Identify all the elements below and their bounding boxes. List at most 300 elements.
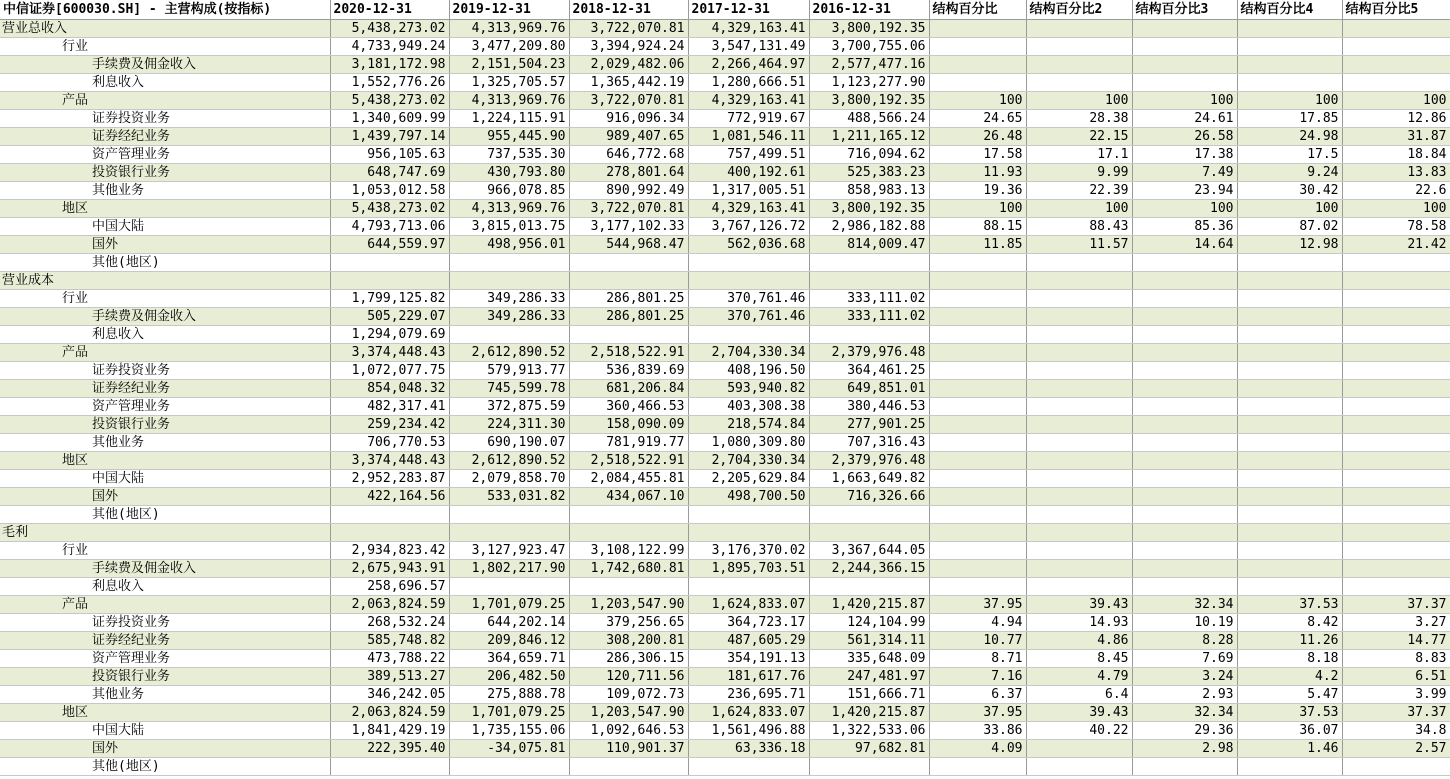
value-cell[interactable]: 1,092,646.53 [569, 721, 688, 739]
percent-cell[interactable]: 12.98 [1237, 235, 1342, 253]
value-cell[interactable]: 737,535.30 [449, 145, 569, 163]
percent-cell[interactable]: 37.95 [929, 595, 1026, 613]
percent-cell[interactable] [1132, 415, 1237, 433]
percent-cell[interactable]: 100 [1026, 91, 1132, 109]
row-label-cell[interactable]: 证券经纪业务 [0, 379, 330, 397]
percent-cell[interactable] [1342, 469, 1450, 487]
value-cell[interactable] [449, 577, 569, 595]
percent-cell[interactable] [929, 433, 1026, 451]
value-cell[interactable]: 3,367,644.05 [809, 541, 929, 559]
percent-cell[interactable]: 4.2 [1237, 667, 1342, 685]
percent-cell[interactable]: 11.93 [929, 163, 1026, 181]
value-cell[interactable]: 389,513.27 [330, 667, 449, 685]
percent-cell[interactable] [929, 505, 1026, 523]
value-cell[interactable]: 1,624,833.07 [688, 595, 809, 613]
percent-cell[interactable] [1342, 523, 1450, 541]
value-cell[interactable] [809, 325, 929, 343]
percent-cell[interactable]: 23.94 [1132, 181, 1237, 199]
value-cell[interactable]: 1,203,547.90 [569, 595, 688, 613]
percent-cell[interactable]: 22.6 [1342, 181, 1450, 199]
value-cell[interactable] [330, 271, 449, 289]
value-cell[interactable]: 2,577,477.16 [809, 55, 929, 73]
value-cell[interactable]: 585,748.82 [330, 631, 449, 649]
value-cell[interactable]: 498,956.01 [449, 235, 569, 253]
value-cell[interactable]: 781,919.77 [569, 433, 688, 451]
percent-cell[interactable] [929, 289, 1026, 307]
value-cell[interactable]: 4,733,949.24 [330, 37, 449, 55]
percent-cell[interactable] [1342, 379, 1450, 397]
value-cell[interactable]: 346,242.05 [330, 685, 449, 703]
percent-cell[interactable]: 39.43 [1026, 703, 1132, 721]
percent-cell[interactable]: 10.77 [929, 631, 1026, 649]
percent-cell[interactable] [1132, 325, 1237, 343]
value-cell[interactable]: 3,127,923.47 [449, 541, 569, 559]
percent-cell[interactable] [1026, 523, 1132, 541]
value-cell[interactable] [688, 253, 809, 271]
value-cell[interactable]: 110,901.37 [569, 739, 688, 757]
value-cell[interactable]: 3,800,192.35 [809, 199, 929, 217]
value-cell[interactable]: 278,801.64 [569, 163, 688, 181]
value-cell[interactable]: 2,063,824.59 [330, 703, 449, 721]
value-cell[interactable]: 3,722,070.81 [569, 19, 688, 37]
value-cell[interactable] [330, 505, 449, 523]
value-cell[interactable]: 2,518,522.91 [569, 343, 688, 361]
percent-cell[interactable]: 78.58 [1342, 217, 1450, 235]
value-cell[interactable]: 333,111.02 [809, 289, 929, 307]
percent-cell[interactable]: 100 [929, 91, 1026, 109]
value-cell[interactable]: 3,800,192.35 [809, 91, 929, 109]
header-cell-pct4[interactable]: 结构百分比4 [1237, 0, 1342, 19]
value-cell[interactable]: 989,407.65 [569, 127, 688, 145]
value-cell[interactable]: 4,329,163.41 [688, 91, 809, 109]
percent-cell[interactable] [929, 469, 1026, 487]
value-cell[interactable]: 124,104.99 [809, 613, 929, 631]
row-label-cell[interactable]: 中国大陆 [0, 217, 330, 235]
percent-cell[interactable]: 21.42 [1342, 235, 1450, 253]
percent-cell[interactable] [1237, 559, 1342, 577]
value-cell[interactable] [688, 577, 809, 595]
row-label-cell[interactable]: 其他业务 [0, 181, 330, 199]
percent-cell[interactable] [1132, 307, 1237, 325]
value-cell[interactable]: 1,203,547.90 [569, 703, 688, 721]
percent-cell[interactable] [1026, 19, 1132, 37]
percent-cell[interactable] [1026, 271, 1132, 289]
value-cell[interactable]: 277,901.25 [809, 415, 929, 433]
percent-cell[interactable]: 24.98 [1237, 127, 1342, 145]
percent-cell[interactable] [1132, 523, 1237, 541]
value-cell[interactable]: 354,191.13 [688, 649, 809, 667]
value-cell[interactable]: 224,311.30 [449, 415, 569, 433]
value-cell[interactable] [809, 505, 929, 523]
value-cell[interactable]: 181,617.76 [688, 667, 809, 685]
value-cell[interactable]: 890,992.49 [569, 181, 688, 199]
percent-cell[interactable]: 1.46 [1237, 739, 1342, 757]
percent-cell[interactable] [929, 397, 1026, 415]
percent-cell[interactable]: 100 [1026, 199, 1132, 217]
percent-cell[interactable]: 13.83 [1342, 163, 1450, 181]
percent-cell[interactable] [1132, 541, 1237, 559]
value-cell[interactable]: 2,518,522.91 [569, 451, 688, 469]
percent-cell[interactable] [1237, 253, 1342, 271]
value-cell[interactable]: 525,383.23 [809, 163, 929, 181]
value-cell[interactable]: 2,612,890.52 [449, 451, 569, 469]
value-cell[interactable] [809, 253, 929, 271]
percent-cell[interactable] [1237, 37, 1342, 55]
percent-cell[interactable] [1342, 307, 1450, 325]
value-cell[interactable]: 956,105.63 [330, 145, 449, 163]
value-cell[interactable]: 488,566.24 [809, 109, 929, 127]
percent-cell[interactable]: 2.57 [1342, 739, 1450, 757]
value-cell[interactable]: 966,078.85 [449, 181, 569, 199]
percent-cell[interactable]: 14.77 [1342, 631, 1450, 649]
percent-cell[interactable] [1132, 289, 1237, 307]
percent-cell[interactable]: 14.93 [1026, 613, 1132, 631]
percent-cell[interactable]: 8.45 [1026, 649, 1132, 667]
header-cell-2018[interactable]: 2018-12-31 [569, 0, 688, 19]
value-cell[interactable]: 408,196.50 [688, 361, 809, 379]
value-cell[interactable]: 5,438,273.02 [330, 91, 449, 109]
percent-cell[interactable] [1237, 487, 1342, 505]
percent-cell[interactable] [1342, 577, 1450, 595]
percent-cell[interactable]: 28.38 [1026, 109, 1132, 127]
percent-cell[interactable] [1237, 577, 1342, 595]
percent-cell[interactable]: 32.34 [1132, 595, 1237, 613]
percent-cell[interactable]: 17.5 [1237, 145, 1342, 163]
value-cell[interactable]: 1,799,125.82 [330, 289, 449, 307]
percent-cell[interactable]: 14.64 [1132, 235, 1237, 253]
row-label-cell[interactable]: 其他业务 [0, 685, 330, 703]
value-cell[interactable]: 1,080,309.80 [688, 433, 809, 451]
value-cell[interactable]: 561,314.11 [809, 631, 929, 649]
percent-cell[interactable]: 8.28 [1132, 631, 1237, 649]
row-label-cell[interactable]: 其他(地区) [0, 505, 330, 523]
value-cell[interactable] [449, 325, 569, 343]
percent-cell[interactable]: 8.18 [1237, 649, 1342, 667]
value-cell[interactable]: 2,029,482.06 [569, 55, 688, 73]
percent-cell[interactable] [1237, 415, 1342, 433]
value-cell[interactable] [569, 271, 688, 289]
value-cell[interactable]: 158,090.09 [569, 415, 688, 433]
percent-cell[interactable] [1342, 415, 1450, 433]
value-cell[interactable]: 1,317,005.51 [688, 181, 809, 199]
percent-cell[interactable]: 85.36 [1132, 217, 1237, 235]
percent-cell[interactable] [1026, 343, 1132, 361]
value-cell[interactable]: 1,325,705.57 [449, 73, 569, 91]
percent-cell[interactable] [1132, 73, 1237, 91]
value-cell[interactable]: 120,711.56 [569, 667, 688, 685]
value-cell[interactable]: 430,793.80 [449, 163, 569, 181]
percent-cell[interactable] [1342, 433, 1450, 451]
percent-cell[interactable] [929, 361, 1026, 379]
value-cell[interactable] [330, 523, 449, 541]
header-cell-pct3[interactable]: 结构百分比3 [1132, 0, 1237, 19]
percent-cell[interactable]: 2.98 [1132, 739, 1237, 757]
header-cell-2020[interactable]: 2020-12-31 [330, 0, 449, 19]
value-cell[interactable]: 3,177,102.33 [569, 217, 688, 235]
value-cell[interactable]: 4,313,969.76 [449, 19, 569, 37]
percent-cell[interactable] [1342, 289, 1450, 307]
percent-cell[interactable] [929, 325, 1026, 343]
value-cell[interactable]: 1,420,215.87 [809, 595, 929, 613]
percent-cell[interactable] [1237, 271, 1342, 289]
value-cell[interactable]: 403,308.38 [688, 397, 809, 415]
value-cell[interactable]: 3,176,370.02 [688, 541, 809, 559]
percent-cell[interactable] [1342, 757, 1450, 775]
percent-cell[interactable] [1132, 757, 1237, 775]
percent-cell[interactable] [1237, 523, 1342, 541]
row-label-cell[interactable]: 投资银行业务 [0, 667, 330, 685]
row-label-cell[interactable]: 证券投资业务 [0, 361, 330, 379]
value-cell[interactable]: 1,701,079.25 [449, 595, 569, 613]
value-cell[interactable]: 209,846.12 [449, 631, 569, 649]
value-cell[interactable] [569, 577, 688, 595]
value-cell[interactable]: 360,466.53 [569, 397, 688, 415]
percent-cell[interactable]: 17.1 [1026, 145, 1132, 163]
value-cell[interactable]: 544,968.47 [569, 235, 688, 253]
value-cell[interactable]: 370,761.46 [688, 289, 809, 307]
value-cell[interactable]: 644,559.97 [330, 235, 449, 253]
value-cell[interactable]: 1,322,533.06 [809, 721, 929, 739]
value-cell[interactable]: 649,851.01 [809, 379, 929, 397]
value-cell[interactable]: 2,079,858.70 [449, 469, 569, 487]
percent-cell[interactable] [929, 19, 1026, 37]
percent-cell[interactable]: 8.83 [1342, 649, 1450, 667]
value-cell[interactable]: 814,009.47 [809, 235, 929, 253]
percent-cell[interactable] [929, 271, 1026, 289]
row-label-cell[interactable]: 营业总收入 [0, 19, 330, 37]
percent-cell[interactable] [1132, 271, 1237, 289]
percent-cell[interactable]: 18.84 [1342, 145, 1450, 163]
value-cell[interactable]: 1,742,680.81 [569, 559, 688, 577]
value-cell[interactable]: 364,659.71 [449, 649, 569, 667]
value-cell[interactable]: 707,316.43 [809, 433, 929, 451]
percent-cell[interactable]: 17.85 [1237, 109, 1342, 127]
percent-cell[interactable]: 11.57 [1026, 235, 1132, 253]
value-cell[interactable]: 247,481.97 [809, 667, 929, 685]
value-cell[interactable]: 4,313,969.76 [449, 199, 569, 217]
percent-cell[interactable]: 100 [1342, 91, 1450, 109]
value-cell[interactable]: 1,663,649.82 [809, 469, 929, 487]
value-cell[interactable] [809, 271, 929, 289]
row-label-cell[interactable]: 行业 [0, 289, 330, 307]
percent-cell[interactable]: 36.07 [1237, 721, 1342, 739]
percent-cell[interactable]: 6.4 [1026, 685, 1132, 703]
percent-cell[interactable] [929, 307, 1026, 325]
value-cell[interactable]: 473,788.22 [330, 649, 449, 667]
value-cell[interactable]: 1,439,797.14 [330, 127, 449, 145]
value-cell[interactable]: 349,286.33 [449, 307, 569, 325]
row-label-cell[interactable]: 利息收入 [0, 577, 330, 595]
row-label-cell[interactable]: 利息收入 [0, 73, 330, 91]
value-cell[interactable]: 482,317.41 [330, 397, 449, 415]
value-cell[interactable]: 706,770.53 [330, 433, 449, 451]
percent-cell[interactable]: 8.71 [929, 649, 1026, 667]
percent-cell[interactable] [1342, 55, 1450, 73]
value-cell[interactable]: 333,111.02 [809, 307, 929, 325]
percent-cell[interactable]: 3.27 [1342, 613, 1450, 631]
row-label-cell[interactable]: 国外 [0, 487, 330, 505]
value-cell[interactable] [569, 505, 688, 523]
value-cell[interactable]: 757,499.51 [688, 145, 809, 163]
value-cell[interactable]: 3,547,131.49 [688, 37, 809, 55]
percent-cell[interactable]: 37.53 [1237, 595, 1342, 613]
percent-cell[interactable] [1132, 253, 1237, 271]
value-cell[interactable]: 562,036.68 [688, 235, 809, 253]
percent-cell[interactable]: 22.15 [1026, 127, 1132, 145]
value-cell[interactable]: 3,394,924.24 [569, 37, 688, 55]
value-cell[interactable]: 916,096.34 [569, 109, 688, 127]
percent-cell[interactable]: 9.99 [1026, 163, 1132, 181]
row-label-cell[interactable]: 证券经纪业务 [0, 127, 330, 145]
percent-cell[interactable]: 37.53 [1237, 703, 1342, 721]
percent-cell[interactable]: 19.36 [929, 181, 1026, 199]
value-cell[interactable]: 335,648.09 [809, 649, 929, 667]
percent-cell[interactable] [1026, 487, 1132, 505]
header-cell-2017[interactable]: 2017-12-31 [688, 0, 809, 19]
value-cell[interactable]: 1,123,277.90 [809, 73, 929, 91]
percent-cell[interactable] [929, 253, 1026, 271]
value-cell[interactable]: 268,532.24 [330, 613, 449, 631]
percent-cell[interactable] [929, 451, 1026, 469]
value-cell[interactable]: 1,802,217.90 [449, 559, 569, 577]
percent-cell[interactable] [1237, 541, 1342, 559]
percent-cell[interactable] [1237, 505, 1342, 523]
percent-cell[interactable] [929, 757, 1026, 775]
percent-cell[interactable] [1342, 451, 1450, 469]
percent-cell[interactable] [929, 55, 1026, 73]
percent-cell[interactable] [1026, 361, 1132, 379]
value-cell[interactable] [449, 757, 569, 775]
percent-cell[interactable]: 2.93 [1132, 685, 1237, 703]
percent-cell[interactable] [1132, 397, 1237, 415]
value-cell[interactable] [688, 523, 809, 541]
value-cell[interactable]: 854,048.32 [330, 379, 449, 397]
percent-cell[interactable]: 17.58 [929, 145, 1026, 163]
percent-cell[interactable]: 88.15 [929, 217, 1026, 235]
value-cell[interactable]: 380,446.53 [809, 397, 929, 415]
percent-cell[interactable] [1026, 541, 1132, 559]
value-cell[interactable]: 3,374,448.43 [330, 343, 449, 361]
value-cell[interactable]: 858,983.13 [809, 181, 929, 199]
percent-cell[interactable]: 30.42 [1237, 181, 1342, 199]
percent-cell[interactable] [1026, 55, 1132, 73]
value-cell[interactable]: 434,067.10 [569, 487, 688, 505]
value-cell[interactable]: 1,294,079.69 [330, 325, 449, 343]
value-cell[interactable]: 308,200.81 [569, 631, 688, 649]
value-cell[interactable]: 286,801.25 [569, 307, 688, 325]
value-cell[interactable]: 955,445.90 [449, 127, 569, 145]
percent-cell[interactable] [1237, 397, 1342, 415]
percent-cell[interactable]: 37.37 [1342, 703, 1450, 721]
value-cell[interactable]: 275,888.78 [449, 685, 569, 703]
percent-cell[interactable] [1342, 397, 1450, 415]
percent-cell[interactable] [1342, 271, 1450, 289]
row-label-cell[interactable]: 行业 [0, 541, 330, 559]
value-cell[interactable]: 3,477,209.80 [449, 37, 569, 55]
row-label-cell[interactable]: 资产管理业务 [0, 649, 330, 667]
percent-cell[interactable] [1026, 73, 1132, 91]
percent-cell[interactable]: 4.94 [929, 613, 1026, 631]
value-cell[interactable] [449, 505, 569, 523]
value-cell[interactable]: 2,084,455.81 [569, 469, 688, 487]
percent-cell[interactable] [1026, 469, 1132, 487]
percent-cell[interactable] [1342, 541, 1450, 559]
percent-cell[interactable]: 31.87 [1342, 127, 1450, 145]
row-label-cell[interactable]: 产品 [0, 343, 330, 361]
value-cell[interactable]: 3,108,122.99 [569, 541, 688, 559]
value-cell[interactable]: 644,202.14 [449, 613, 569, 631]
percent-cell[interactable]: 7.49 [1132, 163, 1237, 181]
value-cell[interactable] [449, 523, 569, 541]
value-cell[interactable]: 487,605.29 [688, 631, 809, 649]
row-label-cell[interactable]: 手续费及佣金收入 [0, 307, 330, 325]
value-cell[interactable]: 206,482.50 [449, 667, 569, 685]
value-cell[interactable]: 2,063,824.59 [330, 595, 449, 613]
row-label-cell[interactable]: 中国大陆 [0, 469, 330, 487]
value-cell[interactable]: 681,206.84 [569, 379, 688, 397]
value-cell[interactable]: 1,895,703.51 [688, 559, 809, 577]
value-cell[interactable]: 2,704,330.34 [688, 451, 809, 469]
row-label-cell[interactable]: 毛利 [0, 523, 330, 541]
percent-cell[interactable] [1237, 307, 1342, 325]
percent-cell[interactable] [1342, 559, 1450, 577]
value-cell[interactable]: 286,306.15 [569, 649, 688, 667]
value-cell[interactable]: 3,700,755.06 [809, 37, 929, 55]
percent-cell[interactable]: 7.16 [929, 667, 1026, 685]
value-cell[interactable] [569, 253, 688, 271]
value-cell[interactable]: 1,053,012.58 [330, 181, 449, 199]
value-cell[interactable]: 2,675,943.91 [330, 559, 449, 577]
row-label-cell[interactable]: 资产管理业务 [0, 397, 330, 415]
value-cell[interactable]: 4,313,969.76 [449, 91, 569, 109]
percent-cell[interactable] [929, 37, 1026, 55]
value-cell[interactable]: 690,190.07 [449, 433, 569, 451]
percent-cell[interactable] [1132, 343, 1237, 361]
percent-cell[interactable] [1026, 289, 1132, 307]
value-cell[interactable]: 648,747.69 [330, 163, 449, 181]
percent-cell[interactable] [1026, 397, 1132, 415]
percent-cell[interactable] [1132, 433, 1237, 451]
value-cell[interactable]: 349,286.33 [449, 289, 569, 307]
percent-cell[interactable] [1132, 361, 1237, 379]
percent-cell[interactable]: 3.99 [1342, 685, 1450, 703]
percent-cell[interactable]: 24.65 [929, 109, 1026, 127]
value-cell[interactable]: 1,340,609.99 [330, 109, 449, 127]
value-cell[interactable]: 259,234.42 [330, 415, 449, 433]
value-cell[interactable]: 3,181,172.98 [330, 55, 449, 73]
row-label-cell[interactable]: 其他(地区) [0, 253, 330, 271]
percent-cell[interactable] [1237, 379, 1342, 397]
row-label-cell[interactable]: 其他业务 [0, 433, 330, 451]
percent-cell[interactable]: 24.61 [1132, 109, 1237, 127]
percent-cell[interactable] [1237, 19, 1342, 37]
percent-cell[interactable] [1237, 289, 1342, 307]
percent-cell[interactable] [929, 379, 1026, 397]
row-label-cell[interactable]: 地区 [0, 199, 330, 217]
value-cell[interactable]: 498,700.50 [688, 487, 809, 505]
percent-cell[interactable]: 8.42 [1237, 613, 1342, 631]
percent-cell[interactable]: 37.37 [1342, 595, 1450, 613]
value-cell[interactable]: 3,800,192.35 [809, 19, 929, 37]
row-label-cell[interactable]: 利息收入 [0, 325, 330, 343]
value-cell[interactable]: 3,722,070.81 [569, 199, 688, 217]
percent-cell[interactable] [1132, 19, 1237, 37]
value-cell[interactable]: 422,164.56 [330, 487, 449, 505]
percent-cell[interactable] [1342, 325, 1450, 343]
percent-cell[interactable] [1342, 505, 1450, 523]
value-cell[interactable]: 1,211,165.12 [809, 127, 929, 145]
row-label-cell[interactable]: 行业 [0, 37, 330, 55]
